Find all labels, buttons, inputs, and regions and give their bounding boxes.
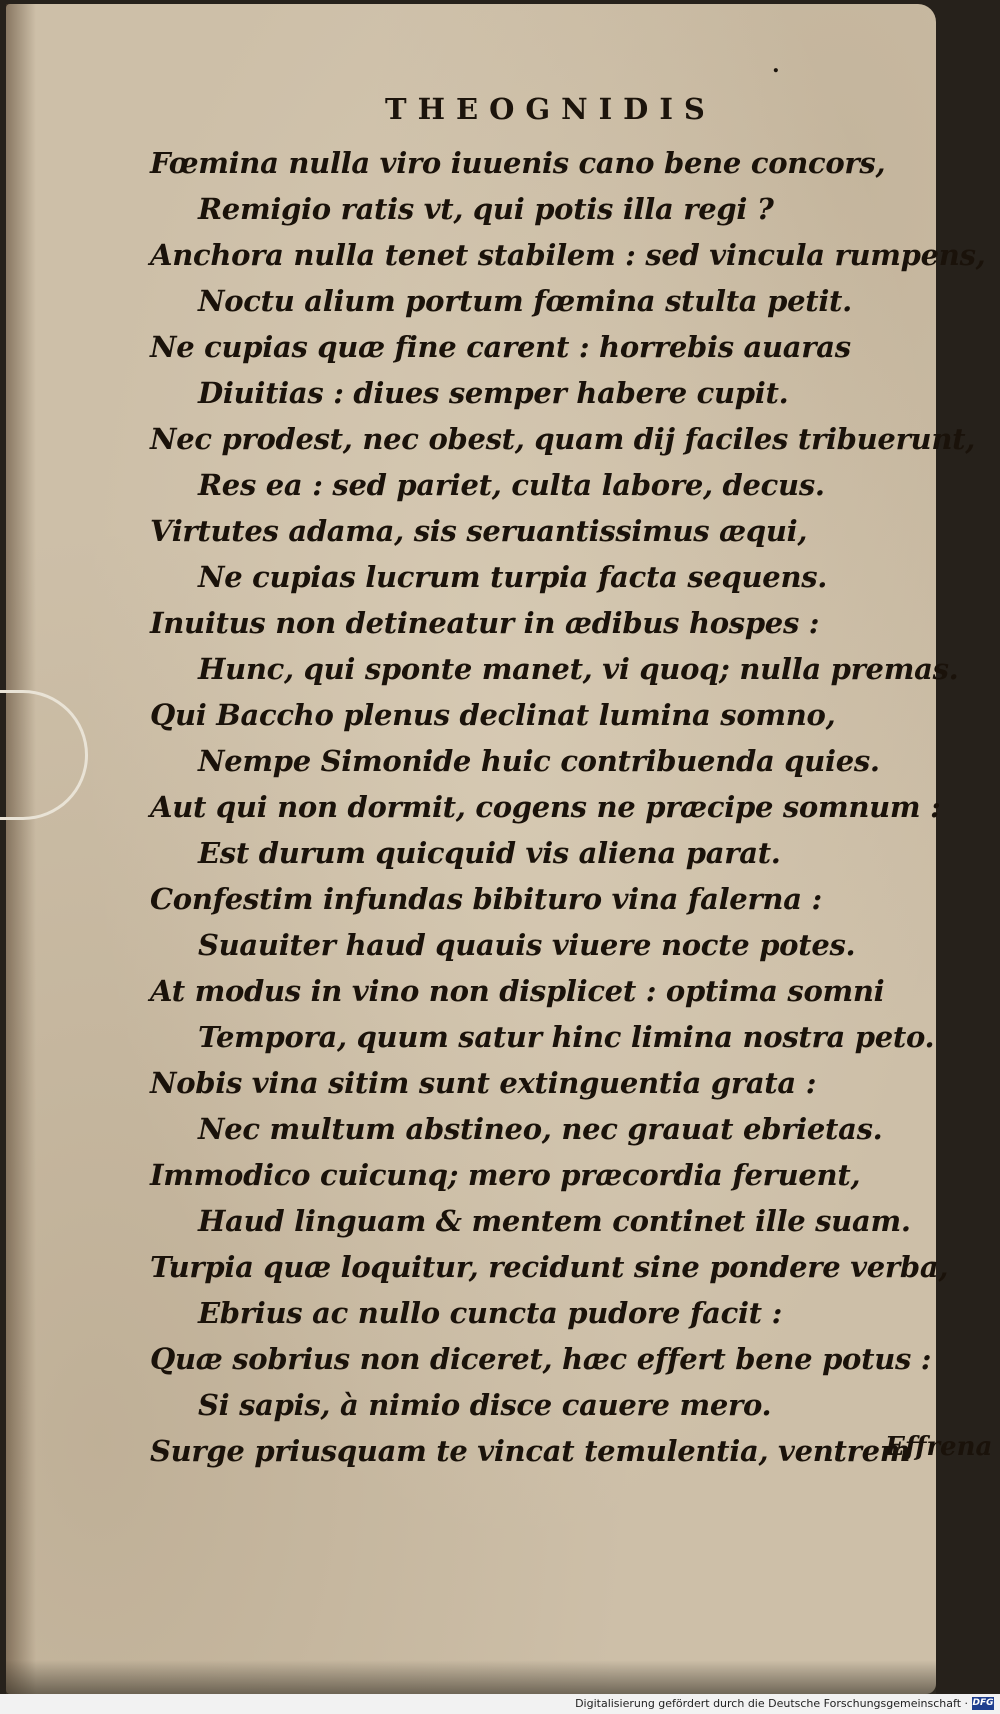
verse-line: Immodico cuicunq; mero præcordia feruent, bbox=[150, 1158, 861, 1192]
verse-line: Noctu alium portum fœmina stulta petit. bbox=[198, 284, 852, 318]
verse-line: Inuitus non detineatur in ædibus hospes : bbox=[150, 606, 820, 640]
verse-line: Tempora, quum satur hinc limina nostra peto. bbox=[198, 1020, 935, 1054]
page-gutter-shadow bbox=[6, 4, 36, 1694]
verse-line: Ne cupias lucrum turpia facta sequens. bbox=[198, 560, 828, 594]
dfg-logo-icon: DFG bbox=[972, 1698, 994, 1708]
verse-line: Suauiter haud quauis viuere nocte potes. bbox=[198, 928, 856, 962]
verse-line: Nempe Simonide huic contribuenda quies. bbox=[198, 744, 880, 778]
folio-mark: . bbox=[772, 52, 780, 78]
verse-line: Res ea : sed pariet, culta labore, decus. bbox=[198, 468, 825, 502]
running-head: THEOGNIDIS bbox=[385, 92, 716, 126]
verse-line: Remigio ratis vt, qui potis illa regi ? bbox=[198, 192, 774, 226]
verse-line: Turpia quæ loquitur, recidunt sine pondere verba, bbox=[150, 1250, 949, 1284]
verse-line: Nobis vina sitim sunt extinguentia grata : bbox=[150, 1066, 817, 1100]
verse-line: Virtutes adama, sis seruantissimus æqui, bbox=[150, 514, 808, 548]
page-bottom-edge bbox=[6, 1660, 936, 1694]
verse-line: Fœmina nulla viro iuuenis cano bene concors, bbox=[150, 146, 886, 180]
footer-credit: Digitalisierung gefördert durch die Deutsche Forschungsgemeinschaft · bbox=[575, 1697, 968, 1710]
verse-line: Quæ sobrius non diceret, hæc effert bene potus : bbox=[150, 1342, 932, 1376]
verse-line: Si sapis, à nimio disce cauere mero. bbox=[198, 1388, 772, 1422]
verse-line: Nec multum abstineo, nec grauat ebrietas. bbox=[198, 1112, 883, 1146]
verse-line: Surge priusquam te vincat temulentia, ventrem bbox=[150, 1434, 911, 1468]
verse-line: At modus in vino non displicet : optima somni bbox=[150, 974, 885, 1008]
verse-line: Nec prodest, nec obest, quam dij faciles tribuerunt, bbox=[150, 422, 976, 456]
verse-line: Ebrius ac nullo cuncta pudore facit : bbox=[198, 1296, 782, 1330]
catchword: Effrena bbox=[885, 1432, 993, 1462]
verse-line: Hunc, qui sponte manet, vi quoq; nulla premas. bbox=[198, 652, 959, 686]
verse-line: Aut qui non dormit, cogens ne præcipe somnum : bbox=[150, 790, 941, 824]
verse-line: Ne cupias quæ fine carent : horrebis auaras bbox=[150, 330, 851, 364]
verse-line: Confestim infundas bibituro vina falerna : bbox=[150, 882, 822, 916]
verse-line: Anchora nulla tenet stabilem : sed vincula rumpens, bbox=[150, 238, 986, 272]
verse-line: Est durum quicquid vis aliena parat. bbox=[198, 836, 781, 870]
verse-line: Diuitias : diues semper habere cupit. bbox=[198, 376, 789, 410]
verse-line: Haud linguam & mentem continet ille suam. bbox=[198, 1204, 911, 1238]
verse-line: Qui Baccho plenus declinat lumina somno, bbox=[150, 698, 836, 732]
